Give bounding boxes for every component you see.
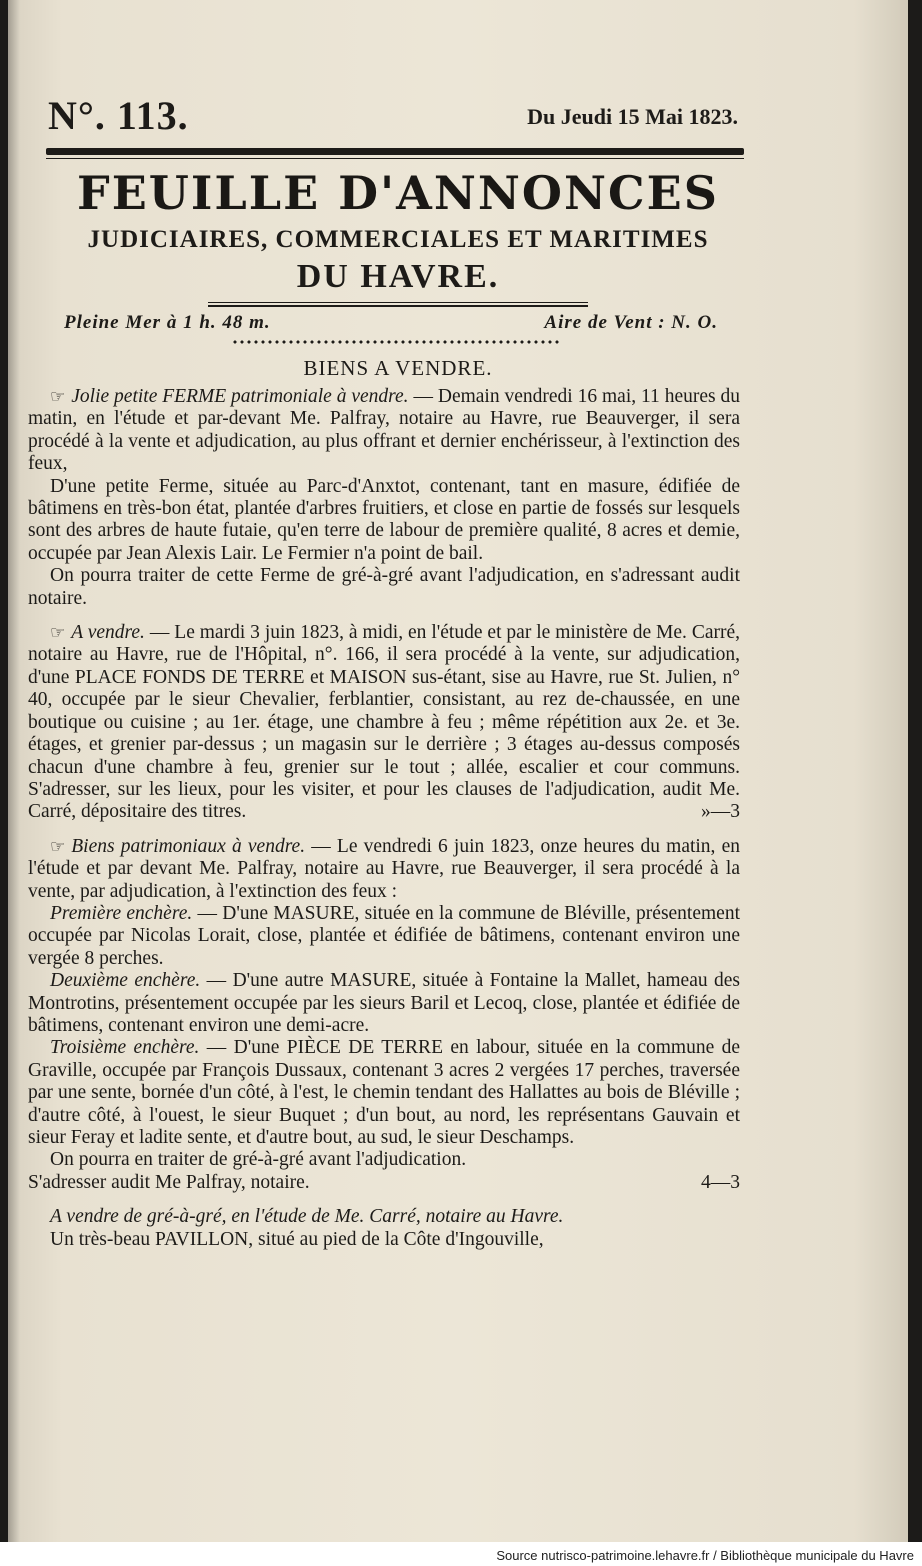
enchere-text: — D'une MASURE, située en la commune de Bléville, présentement occupée par Nicolas Lorait, close, plantée et édifiée de bâtimens, contenant environ une vergée 8 perches.: [28, 902, 740, 969]
tide-info: Pleine Mer à 1 h. 48 m.: [64, 312, 271, 333]
announcement-lead: A vendre.: [71, 622, 145, 644]
enchere-label: Troisième enchère.: [50, 1037, 200, 1059]
issue-number: N°. 113.: [48, 93, 189, 138]
announcement-lead: Biens patrimoniaux à vendre.: [71, 835, 306, 857]
announcements-body: [28, 386, 740, 1251]
announcement-text: — Le mardi 3 juin 1823, à midi, en l'étude et par le ministère de Me. Carré, notaire au Havre, rue de l'Hôpital, n°. 166, il sera procédé à la vente, sur adjudication, d'une PLACE FONDS DE TERRE et MAISON sus-étant, sise au Havre, rue St. Julien, n° 40, occupée par le sieur Chevalier, ferblantier, consistant, au rez de-chaussée, en une boutique ou cuisine ; au 1er. étage, une chambre à feu ; même répétition aux 2e. et 3e. étages, et grenier par-dessus ; un magasin sur le derrière ; 3 étages au-dessus composés chacun d'une chambre à feu, grenier sur le tout ; allée, escalier et cour communs. S'adresser, sur les lieux, pour les visiter, et pour les clauses de l'adjudication, audit Me. Carré, dépositaire des titres.: [28, 622, 740, 823]
issue-date: Du Jeudi 15 Mai 1823.: [527, 104, 738, 129]
announcement-ref: 4—3: [701, 1171, 740, 1193]
newspaper-page: [8, 0, 908, 1542]
newspaper-title: FEUILLE D'ANNONCES: [77, 166, 719, 220]
announcement-3-contact: [28, 1172, 740, 1194]
pointing-hand-icon: ☞: [50, 836, 66, 857]
announcement-text: — Le vendredi 6 juin 1823, onze heures du matin, en l'étude et par devant Me. Palfray, notaire au Havre, rue Beauverger, il sera procédé à la vente, par adjudication, à l'extinction des feux :: [28, 835, 741, 902]
enchere-label: Première enchère.: [50, 902, 193, 924]
announcement-1: [28, 386, 740, 476]
announcement-1-details: D'une petite Ferme, située au Parc-d'Anxtot, contenant, tant en masure, édifiée de bâtimens en très-bon état, plantée d'arbres fruitiers, et close en partie de fossés sur lesquels sont des arbres de haute futaie, qu'en terre de labour de première qualité, 8 acres et demie, occupée par Jean Alexis Lair. Le Fermier n'a point de bail.: [28, 475, 740, 564]
ornamental-divider: [232, 338, 562, 346]
pointing-hand-icon: ☞: [50, 623, 66, 644]
announcement-text: — Demain vendredi 16 mai, 11 heures du matin, en l'étude et par-devant Me. Palfray, notaire au Havre, rue Beauverger, il sera procédé à la vente et adjudication, au plus offrant et dernier enchérisseur, à l'extinction des feux,: [28, 386, 740, 475]
announcement-4-text: Un très-beau PAVILLON, situé au pied de la Côte d'Ingouville,: [50, 1228, 544, 1250]
announcement-3-note: On pourra en traiter de gré-à-gré avant l'adjudication.: [50, 1149, 467, 1171]
announcement-3: [28, 836, 740, 903]
masthead-rule: [46, 148, 744, 155]
wind-info: Aire de Vent : N. O.: [544, 312, 718, 333]
enchere-label: Deuxième enchère.: [50, 970, 201, 992]
announcement-lead: Jolie petite FERME patrimoniale à vendre.: [71, 386, 409, 407]
announcement-ref: »—3: [701, 801, 740, 823]
announcement-4-lead: A vendre de gré-à-gré, en l'étude de Me. Carré, notaire au Havre.: [50, 1206, 564, 1228]
source-credit: Source nutrisco-patrimoine.lehavre.fr / Bibliothèque municipale du Havre: [496, 1548, 914, 1563]
section-title: BIENS A VENDRE.: [303, 356, 493, 380]
pointing-hand-icon: ☞: [50, 387, 66, 407]
newspaper-subtitle: JUDICIAIRES, COMMERCIALES ET MARITIMES: [87, 226, 709, 253]
announcement-1-note: On pourra traiter de cette Ferme de gré-à-gré avant l'adjudication, en s'adressant audit notaire.: [28, 565, 740, 609]
masthead-top: [48, 92, 738, 142]
newspaper-subtitle-city: DU HAVRE.: [296, 258, 500, 295]
title-rule: [208, 302, 588, 303]
enchere-1: [28, 903, 740, 970]
masthead-rule-thin: [46, 158, 744, 159]
page-edge-shadow: [8, 0, 20, 1542]
enchere-text: — D'une PIÈCE DE TERRE en labour, située en la commune de Graville, occupée par François Dussaux, contenant 3 acres 2 vergées 17 perches, traversée par une sente, bornée d'un côté, à l'est, le chemin tendant des Hallattes au bois de Bléville ; d'autre côté, à l'ouest, le sieur Buquet ; d'un bout, au nord, les représentans Gauvain et sieur Feray et ladite sente, et d'autre bout, au sud, le sieur Deschamps.: [28, 1037, 741, 1148]
enchere-2: [28, 970, 740, 1037]
contact-text: S'adresser audit Me Palfray, notaire.: [28, 1171, 310, 1193]
title-rule-thick: [208, 305, 588, 307]
announcement-2: [28, 622, 740, 824]
enchere-text: — D'une autre MASURE, située à Fontaine la Mallet, hameau des Montrotins, présentement occupée par les sieurs Baril et Lecoq, close, plantée et édifiée de bâtimens, contenant environ une demi-acre.: [28, 970, 741, 1036]
enchere-3: [28, 1037, 740, 1149]
